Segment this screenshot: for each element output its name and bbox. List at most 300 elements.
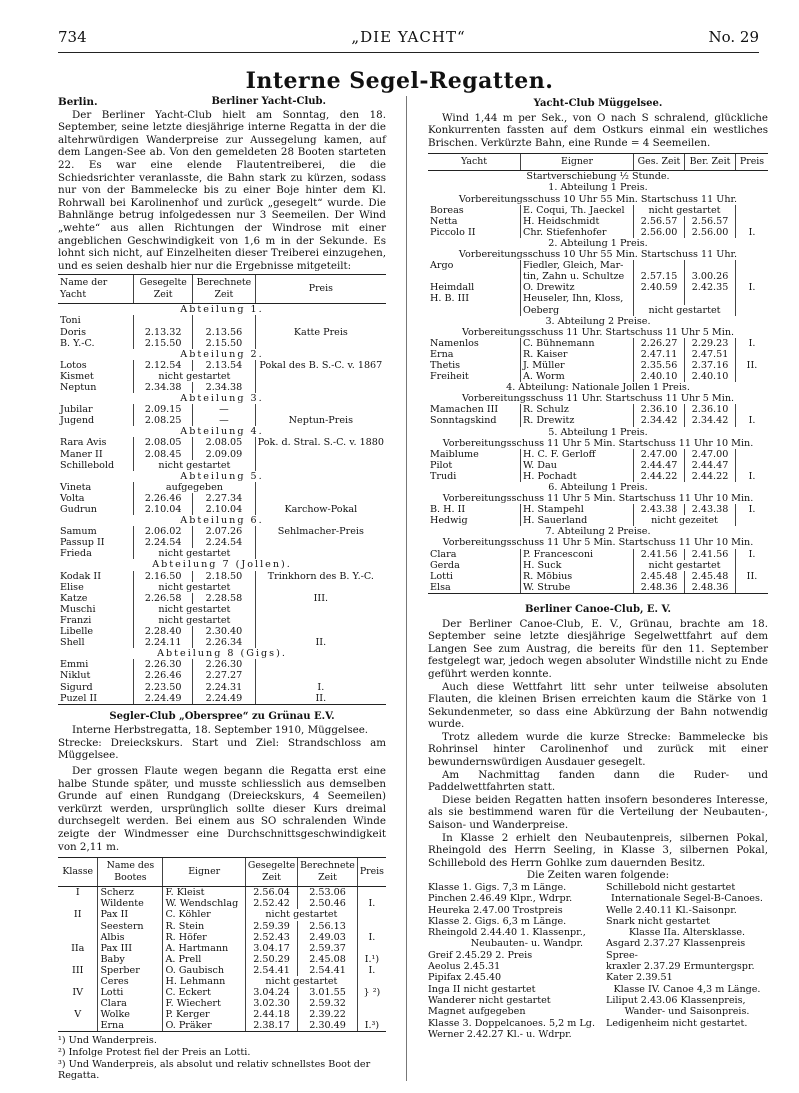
prize: Karchow-Pokal [255, 504, 386, 515]
table-row [428, 216, 768, 227]
calculated-time: 2.40.10 [685, 371, 736, 382]
prize-cell [357, 909, 386, 920]
oberspree-line2: Strecke: Dreieckskurs. Start und Ziel: Strandschloss am Müggelsee. [58, 736, 386, 762]
table-row [428, 404, 768, 415]
yacht-name: Piccolo II [430, 226, 476, 238]
footnote: ¹) Und Wanderpreis. [58, 1035, 157, 1047]
status-note: nicht gestartet [634, 305, 736, 316]
boat-name: Clara [98, 998, 163, 1009]
boat-name: Erna [98, 1020, 163, 1032]
prize: I. [736, 282, 769, 293]
prize-cell [736, 560, 769, 571]
canoe-result-line: Heureka 2.47.00 Trostpreis [428, 904, 563, 916]
owner: O. Gaubisch [163, 965, 245, 976]
sailed-time: 3.02.30 [245, 998, 297, 1009]
calculated-time: 2.27.34 [193, 493, 256, 504]
sailed-time: 2.43.38 [634, 504, 685, 515]
yacht-name: Jugend [60, 415, 95, 427]
owner: C. Eckert [163, 987, 245, 998]
col-header-yacht-r: Yacht [428, 154, 521, 171]
prize [255, 537, 386, 548]
canoe-result-line: Wanderer nicht gestartet [428, 994, 551, 1006]
prize: Sehlmacher-Preis [255, 526, 386, 537]
division-row [428, 182, 768, 193]
column-divider [406, 96, 407, 1081]
owner: R. Schulz [521, 404, 634, 415]
yacht-name: Samum [60, 526, 97, 538]
prize [736, 271, 769, 282]
division-label: 2. Abteilung 1 Preis. [548, 237, 648, 249]
yacht-name: Passup II [60, 537, 105, 549]
sailed-time: 2.26.58 [134, 593, 193, 604]
division-row [428, 526, 768, 537]
table-row [58, 1009, 386, 1020]
yacht-name: Sigurd [60, 681, 93, 693]
table-row [428, 504, 768, 515]
start-info: Vorbereitungsschuss 11 Uhr. Startschuss 11 Uhr 5 Min. [461, 326, 735, 338]
prize: II. [255, 693, 386, 705]
yacht-name: Mamachen III [430, 404, 499, 416]
owner: Oeberg [521, 305, 634, 316]
calculated-time: 2.29.23 [685, 338, 736, 349]
status-note: nicht gestartet [634, 205, 736, 216]
calculated-time: 2.24.31 [193, 682, 256, 693]
status-note: nicht gestartet [134, 371, 256, 382]
prize [255, 626, 386, 637]
sailed-time: 2.38.17 [245, 1020, 297, 1032]
mueggelsee-heading: Yacht-Club Müggelsee. [533, 98, 663, 109]
division-row [58, 559, 386, 570]
table-row [58, 637, 386, 648]
sailed-time: 2.41.56 [634, 549, 685, 560]
owner: F. Wiechert [163, 998, 245, 1009]
canoe-result-line: Spree- [606, 949, 638, 961]
sailed-time: 2.52.43 [245, 932, 297, 943]
canoe-paragraph: Die Zeiten waren folgende: [526, 869, 670, 882]
sailed-time: 2.24.54 [134, 537, 193, 548]
col-header-calculated: Berechnete Zeit [193, 275, 256, 304]
canoe-result-line: Greif 2.45.29 2. Preis [428, 949, 533, 961]
yacht-name: Schillebold [60, 459, 115, 471]
division-label: 6. Abteilung 1 Preis. [548, 482, 648, 493]
prize: I.¹) [357, 954, 386, 965]
mueggelsee-results-table [428, 153, 768, 594]
division-row [58, 515, 386, 526]
yacht-name: Kismet [60, 370, 94, 382]
canoe-result-line: Wander- und Saisonpreis. [624, 1006, 750, 1018]
division-label: 1. Abteilung 1 Preis. [548, 182, 648, 194]
table-row [428, 571, 768, 582]
start-info: Vorbereitungsschuss 10 Uhr 55 Min. Startschuss 11 Uhr. [458, 249, 738, 261]
table-row [58, 449, 386, 460]
calculated-time: 2.36.10 [685, 404, 736, 415]
calculated-time: 2.34.42 [685, 415, 736, 426]
prize-cell [255, 460, 386, 471]
berlin-club-name: Berliner Yacht-Club. [211, 96, 326, 107]
table-row [428, 415, 768, 426]
prize-cell [736, 515, 769, 526]
canoe-result-line: Ledigenheim nicht gestartet. [606, 1017, 748, 1029]
table-row [58, 682, 386, 693]
table-row [58, 504, 386, 515]
yacht-name: Namenlos [430, 337, 479, 349]
canoe-result-line: Aeolus 2.45.31 [428, 961, 501, 973]
table-row [58, 921, 386, 932]
prize [736, 449, 769, 460]
class-cell: IV [72, 987, 84, 999]
col-header-owner-r: Eigner [521, 154, 634, 171]
berlin-heading [58, 96, 386, 109]
yacht-name: Pilot [430, 459, 453, 471]
yacht-name: Katze [60, 592, 88, 604]
yacht-name: Neptun [60, 381, 97, 393]
page-number: 734 [58, 28, 87, 46]
division-label: 7. Abteilung 2 Preise. [545, 526, 651, 538]
sailed-time: 2.24.49 [134, 693, 193, 705]
prize-cell [255, 482, 386, 493]
yacht-name: Clara [430, 548, 457, 560]
class-cell [58, 898, 98, 909]
mueggelsee-report: Wind 1,44 m per Sek., von O nach S schralend, glückliche Konkurrenten fassten auf dem Ostkurs einmal ein westliches Brischen. Verkürzte Bahn, eine Runde = 4 Seemeilen. [428, 111, 768, 149]
col-header-sailed-r: Ges. Zeit [634, 154, 685, 171]
prize [736, 216, 769, 227]
table-row [428, 582, 768, 594]
division-row [58, 426, 386, 437]
table-row [428, 460, 768, 471]
class-cell [58, 932, 98, 943]
table-row [58, 537, 386, 548]
col-header-boat: Name des Bootes [98, 858, 163, 887]
canoe-paragraph: Der Berliner Canoe-Club, E. V., Grünau, brachte am 18. September seine letzte diesjährige Segelwettfahrt auf dem Langen See zum Austrag, die bereits für den 11. September festgelegt war, jedoch wegen absoluter Windstille nicht zu Ende geführt werden konnte. [428, 617, 768, 680]
owner: R. Drewitz [521, 415, 634, 426]
calculated-time: 2.34.38 [193, 382, 256, 393]
yacht-name: Niklut [60, 670, 91, 682]
page-header [58, 28, 759, 50]
yacht-name: Hedwig [430, 515, 468, 527]
sailed-time: 2.48.36 [634, 582, 685, 594]
prize [736, 260, 769, 271]
yacht-name: Elise [60, 581, 84, 593]
canoe-results-right [606, 882, 768, 1040]
prize: Pok. d. Stral. S.-C. v. 1880 [255, 437, 386, 448]
prize: III. [255, 593, 386, 604]
sailed-time: 2.52.42 [245, 898, 297, 909]
canoe-result-line: Internationale Segel-B-Canoes. [611, 893, 763, 905]
table-row [58, 615, 386, 626]
table-row [428, 205, 768, 216]
sailed-time: 2.50.29 [245, 954, 297, 965]
table-row [58, 315, 386, 326]
canoe-result-line: Snark nicht gestartet [606, 915, 710, 927]
owner: H. C. F. Gerloff [521, 449, 634, 460]
yacht-name: Heimdall [430, 282, 475, 294]
prize: I. [736, 471, 769, 482]
owner: Fiedler, Gleich, Mar- [521, 260, 634, 271]
start-info: Vorbereitungsschuss 10 Uhr 55 Min. Startschuss 11 Uhr. [458, 193, 738, 205]
boat-name: Wolke [98, 1009, 163, 1020]
prize [736, 371, 769, 382]
sailed-time [634, 260, 685, 271]
canoe-result-line: Asgard 2.37.27 Klassenpreis [606, 938, 746, 950]
status-note: nicht gestartet [245, 909, 357, 920]
owner: E. Coqui, Th. Jaeckel [521, 205, 634, 216]
calculated-time: 2.56.57 [685, 216, 736, 227]
owner: tin, Zahn u. Schultze [521, 271, 634, 282]
prize: I. [357, 965, 386, 976]
sailed-time: 3.04.17 [245, 943, 297, 954]
table-row [58, 998, 386, 1009]
calculated-time: 2.18.50 [193, 571, 256, 582]
table-row [58, 909, 386, 920]
start-info-row [428, 393, 768, 404]
col-header-calculated-r: Ber. Zeit [685, 154, 736, 171]
prize: I. [736, 549, 769, 560]
prize: I. [357, 932, 386, 943]
table-row [58, 1020, 386, 1032]
yacht-name: Maner II [60, 448, 103, 460]
table-row [428, 293, 768, 304]
boat-name: Wildente [98, 898, 163, 909]
canoe-paragraph: Auch diese Wettfahrt litt sehr unter teilweise absoluten Flauten, die kleinen Brisen erreichten kaum die Stärke von 1 Sekundenmeter, so dass eine Abkürzung der Bahn notwendig wurde. [428, 680, 768, 731]
canoe-result-line: Klasse IV. Canoe 4,3 m Länge. [613, 983, 761, 995]
division-row [428, 382, 768, 393]
header-rule [58, 52, 759, 53]
yacht-name: Toni [60, 315, 81, 327]
left-column [58, 96, 386, 1082]
start-info: Startverschiebung ½ Stunde. [526, 171, 670, 183]
canoe-club-heading: Berliner Canoe-Club, E. V. [524, 603, 671, 615]
magazine-title: „DIE YACHT“ [351, 28, 466, 46]
prize: I. [736, 338, 769, 349]
calculated-time: 2.26.34 [193, 637, 256, 648]
prize: Pokal des B. S.-C. v. 1867 [255, 360, 386, 371]
prize: Neptun-Preis [255, 415, 386, 426]
division-row [428, 238, 768, 249]
table-row [58, 898, 386, 909]
canoe-result-line: Klasse 2. Gigs. 6,3 m Länge. [428, 915, 567, 927]
calculated-time: 2.28.58 [193, 593, 256, 604]
boat-name: Pax III [98, 943, 163, 954]
owner: O. Präker [163, 1020, 245, 1032]
calculated-time: 2.56.00 [685, 227, 736, 238]
table-row [58, 437, 386, 448]
calculated-time: 2.45.48 [685, 571, 736, 582]
start-info: Vorbereitungsschuss 11 Uhr 5 Min. Startschuss 11 Uhr 10 Min. [442, 537, 754, 549]
oberspree-heading: Segler-Club „Oberspree“ zu Grünau E.V. [109, 710, 335, 722]
owner: A. Worm [521, 371, 634, 382]
table-row [58, 670, 386, 681]
prize: II. [736, 571, 769, 582]
calculated-time: 2.24.54 [193, 537, 256, 548]
calculated-time: 2.24.49 [193, 693, 256, 705]
division-label: 5. Abteilung 1 Preis. [548, 426, 648, 438]
table-row [58, 604, 386, 615]
prize: I. [255, 682, 386, 693]
canoe-report [428, 618, 768, 882]
start-info: Vorbereitungsschuss 11 Uhr 5 Min. Startschuss 11 Uhr 10 Min. [442, 437, 754, 449]
sailed-time: 2.44.18 [245, 1009, 297, 1020]
sailed-time: 2.23.50 [134, 682, 193, 693]
sailed-time: 2.12.54 [134, 360, 193, 371]
table-row [58, 626, 386, 637]
right-column [428, 96, 768, 1040]
sailed-time: 2.34.42 [634, 415, 685, 426]
sailed-time: 2.26.46 [134, 670, 193, 681]
calculated-time: 2.48.36 [685, 582, 736, 594]
yacht-name: Elsa [428, 582, 521, 594]
table-row [58, 404, 386, 415]
table-row [58, 360, 386, 371]
sailed-time: 2.45.48 [634, 571, 685, 582]
table-row [58, 932, 386, 943]
owner: P. Francesconi [521, 549, 634, 560]
prize-cell [255, 604, 386, 615]
status-note: nicht gestartet [134, 615, 256, 626]
calculated-time [685, 293, 736, 304]
table-row [58, 526, 386, 537]
yacht-name: Erna [430, 348, 454, 360]
sailed-time: 2.47.00 [634, 449, 685, 460]
division-label: 4. Abteilung: Nationale Jollen 1 Preis. [506, 382, 690, 394]
class-cell: II [73, 909, 82, 921]
table-row [58, 987, 386, 998]
calculated-time: 2.13.54 [193, 360, 256, 371]
sailed-time: 2.26.46 [134, 493, 193, 504]
sailed-time: 2.15.50 [134, 338, 193, 349]
division-row [428, 427, 768, 438]
footnotes [58, 1035, 386, 1081]
table-row [58, 493, 386, 504]
prize [736, 582, 769, 594]
division-row [58, 349, 386, 360]
canoe-paragraph: Diese beiden Regatten hatten insofern besonderes Interesse, als sie bestimmend waren für die Verteilung der Neubauten-, Saison- und Wanderpreise. [428, 793, 768, 832]
owner: Heuseler, Ihn, Kloss, [521, 293, 634, 304]
sailed-time: 2.56.00 [634, 227, 685, 238]
table-row [428, 360, 768, 371]
class-cell: I [75, 887, 80, 899]
prize [255, 670, 386, 681]
sailed-time: 2.06.02 [134, 526, 193, 537]
class-cell: IIa [71, 942, 85, 954]
class-cell [58, 976, 98, 987]
calculated-time: 2.53.06 [298, 887, 358, 899]
canoe-paragraph: Am Nachmittag fanden dann die Ruder- und Paddelwettfahrten statt. [428, 768, 768, 794]
status-note: nicht gestartet [134, 548, 256, 559]
sailed-time: 2.28.40 [134, 626, 193, 637]
table-row [428, 471, 768, 482]
calculated-time: 2.47.00 [685, 449, 736, 460]
table-row [428, 271, 768, 282]
calculated-time: 2.15.50 [193, 338, 256, 349]
yacht-name: Boreas [430, 204, 464, 216]
status-note: nicht gestartet [134, 460, 256, 471]
table-row [58, 943, 386, 954]
yacht-name: Maiblume [430, 448, 479, 460]
prize [736, 349, 769, 360]
canoe-result-line: Magnet aufgegeben [428, 1006, 526, 1018]
owner: W. Strube [521, 582, 634, 594]
calculated-time: 2.54.41 [298, 965, 358, 976]
division-label: Abteilung 3. [180, 393, 264, 405]
table-row [58, 954, 386, 965]
col-header-prize-r: Preis [736, 154, 769, 171]
yacht-name: Freiheit [430, 371, 469, 383]
prize-cell [255, 615, 386, 626]
prize [736, 293, 769, 304]
prize [357, 887, 386, 899]
oberspree-report: Der grossen Flaute wegen begann die Regatta erst eine halbe Stunde später, und musste schliesslich aus demselben Grunde auf einen Rundgang (Dreieckskurs, 4 Seemeilen) verkürzt werden, ursprünglich sollte dieser Kurs dreimal durchsegelt werden. Bei einem aus SO schralenden Winde zeigte der Windmesser eine Durchschnittsgeschwindigkeit von 2,11 m. [58, 765, 386, 853]
owner: H. Suck [521, 560, 634, 571]
table-row [58, 593, 386, 604]
owner: A. Hartmann [163, 943, 245, 954]
col-header-prize: Preis [255, 275, 386, 304]
canoe-result-line: Schillebold nicht gestartet [606, 882, 736, 893]
sailed-time: 2.57.15 [634, 271, 685, 282]
yacht-name: Shell [60, 637, 85, 649]
col-header-yacht: Name der Yacht [58, 275, 134, 304]
yacht-name: Argo [430, 260, 454, 272]
prize: Katte Preis [255, 327, 386, 338]
sailed-time: 2.56.04 [245, 887, 297, 899]
start-info-row [428, 537, 768, 548]
col-header-calculated-2: Berechnete Zeit [298, 858, 358, 887]
sailed-time: 2.54.41 [245, 965, 297, 976]
sailed-time: 2.34.38 [134, 382, 193, 393]
start-info-row [428, 438, 768, 449]
prize [357, 921, 386, 932]
canoe-result-line: Werner 2.42.27 Kl.- u. Wdrpr. [428, 1028, 572, 1040]
col-header-prize-2: Preis [357, 858, 386, 887]
division-row [428, 316, 768, 327]
prize: II. [736, 360, 769, 371]
owner: C. Köhler [163, 909, 245, 920]
table-row [428, 260, 768, 271]
calculated-time: 2.26.30 [193, 659, 256, 670]
prize [255, 659, 386, 670]
prize: I. [736, 227, 769, 238]
prize [357, 998, 386, 1009]
boat-name: Scherz [98, 887, 163, 899]
table-row [428, 560, 768, 571]
sailed-time: 2.09.15 [134, 404, 193, 415]
sailed-time: 2.26.30 [134, 659, 193, 670]
owner: O. Drewitz [521, 282, 634, 293]
footnote: ²) Infolge Protest fiel der Preis an Lotti. [58, 1047, 251, 1059]
sailed-time: 2.16.50 [134, 571, 193, 582]
sailed-time: 2.24.11 [134, 637, 193, 648]
start-info-row [428, 249, 768, 260]
table-row [58, 460, 386, 471]
table-row [58, 659, 386, 670]
calculated-time [193, 315, 256, 326]
issue-number: No. 29 [708, 28, 759, 46]
oberspree-results-table [58, 857, 386, 1032]
col-header-sailed-2: Gesegelte Zeit [245, 858, 297, 887]
calculated-time: 2.49.03 [298, 932, 358, 943]
owner: H. Sauerland [521, 515, 634, 526]
sailed-time: 2.26.27 [634, 338, 685, 349]
calculated-time: 2.47.51 [685, 349, 736, 360]
boat-name: Pax II [98, 909, 163, 920]
yacht-name: Puzel II [58, 693, 134, 705]
prize-cell [255, 582, 386, 593]
canoe-result-line: Klasse IIa. Altersklasse. [628, 927, 746, 939]
canoe-result-line: Welle 2.40.11 Kl.-Saisonpr. [606, 904, 737, 916]
prize: I.³) [357, 1020, 386, 1032]
canoe-result-line: Pipifax 2.45.40 [428, 972, 502, 984]
sailed-time: 2.40.59 [634, 282, 685, 293]
division-label: Abteilung 2. [180, 348, 264, 360]
